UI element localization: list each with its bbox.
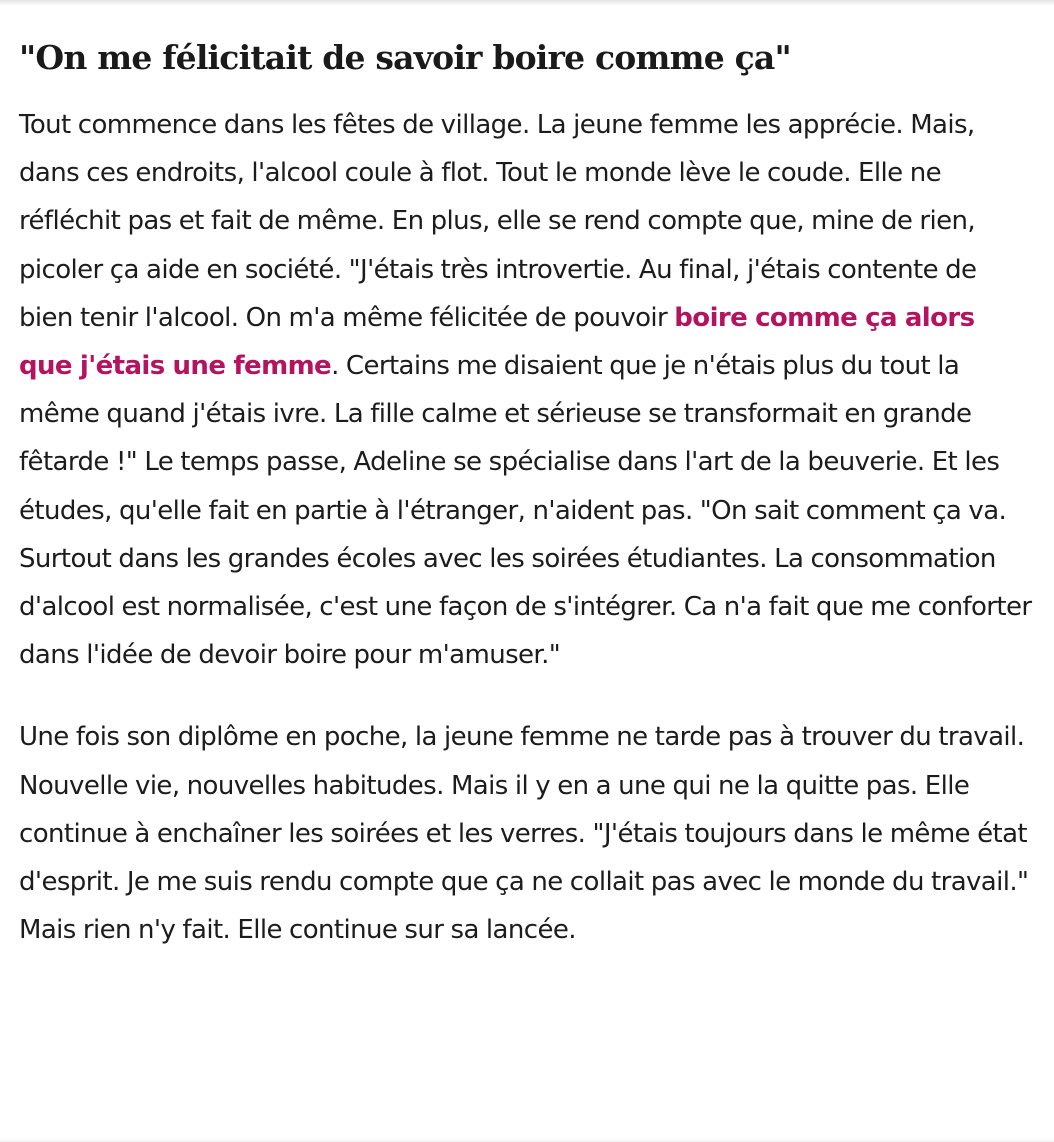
paragraph-1-text-start: Tout commence dans les fêtes de village. La jeune femme les apprécie. Mais, dans ces endroits, l'alcool coule à flot. Tout le monde lève le coude. Elle ne réfléchit pas et fait de même. En plus, elle se rend compte que, mine de rien, picoler ça aide en société. "J'étais très introvertie. Au final, j'étais contente de bien tenir l'alcool. On m'a même félicitée de pouvoir: [19, 110, 977, 333]
article-paragraph-2: Une fois son diplôme en poche, la jeune femme ne tarde pas à trouver du travail. Nouvelle vie, nouvelles habitudes. Mais il y en a une qui ne la quitte pas. Elle continue à enchaîner les soirées et les verres. "J'étais toujours dans le même état d'esprit. Je me suis rendu compte que ça ne collait pas avec le monde du travail." Mais rien n'y fait. Elle continue sur sa lancée.: [19, 722, 1029, 946]
section-heading: "On me félicitait de savoir boire comme ça": [19, 38, 791, 77]
paragraph-1-text-end: . Certains me disaient que je n'étais plus du tout la même quand j'étais ivre. La fille calme et sérieuse se transformait en grande fêtarde !" Le temps passe, Adeline se spécialise dans l'art de la beuverie. Et les études, qu'elle fait en partie à l'étranger, n'aident pas. "On sait comment ça va. Surtout dans les grandes écoles avec les soirées étudiantes. La consommation d'alcool est normalisée, c'est une façon de s'intégrer. Ca n'a fait que me conforter dans l'idée de devoir boire pour m'amuser.": [19, 351, 1032, 671]
inline-article-link[interactable]: boire comme ça alors que j'étais une femme: [19, 302, 975, 382]
article-section: [19, 0, 1035, 954]
article-paragraph-1: [19, 101, 1035, 679]
